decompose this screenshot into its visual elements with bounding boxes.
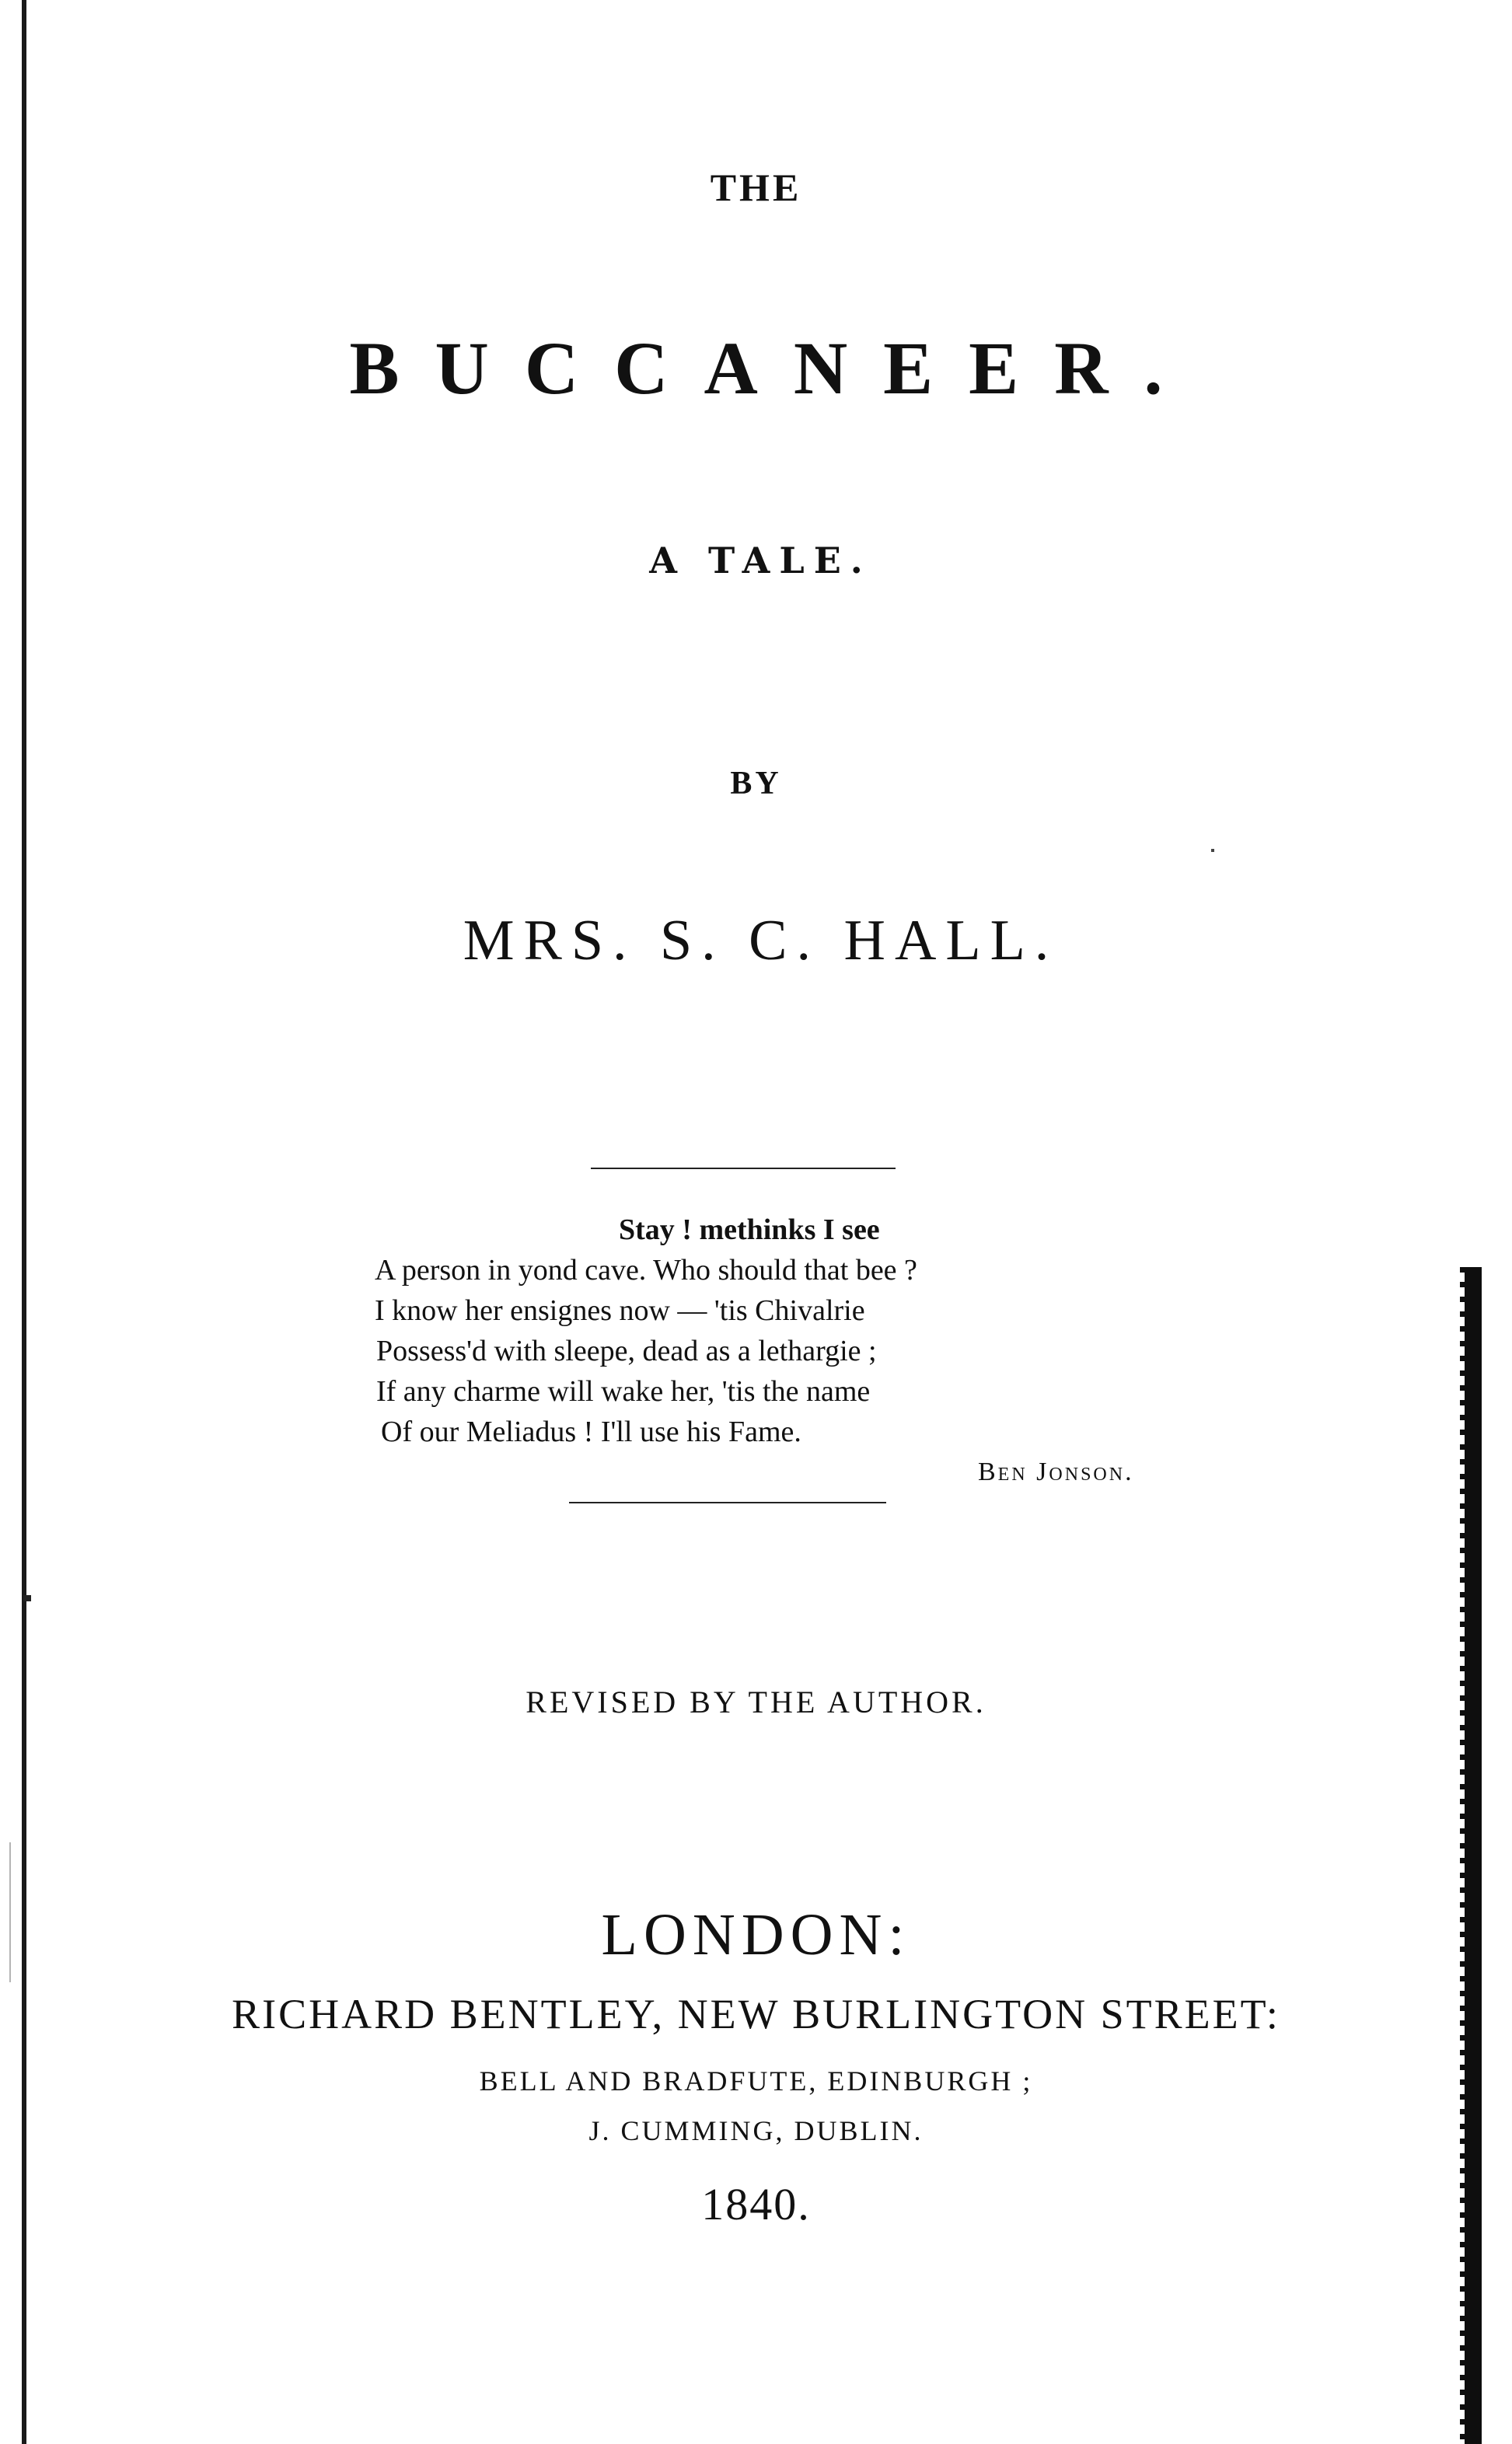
epigraph-top-rule [591, 1168, 896, 1169]
epigraph-line: If any charme will wake her, 'tis the name [376, 1375, 871, 1408]
epigraph-line: Of our Meliadus ! I'll use his Fame. [381, 1416, 801, 1448]
by-label: BY [730, 766, 782, 801]
page-right-edge [1465, 1267, 1482, 2444]
book-subtitle: A TALE. [649, 539, 872, 581]
author-name: MRS. S. C. HALL. [463, 909, 1059, 972]
imprint-city: LONDON: [601, 1902, 911, 1967]
revision-note: REVISED BY THE AUTHOR. [526, 1685, 986, 1720]
imprint-edinburgh: BELL AND BRADFUTE, EDINBURGH ; [479, 2065, 1033, 2097]
epigraph-bottom-rule [569, 1502, 886, 1503]
imprint-year: 1840. [701, 2179, 811, 2229]
epigraph-line: I know her ensignes now — 'tis Chivalrie [375, 1294, 865, 1327]
imprint-publisher: RICHARD BENTLEY, NEW BURLINGTON STREET: [232, 1991, 1280, 2037]
page-right-edge-fray [1460, 1267, 1466, 2444]
epigraph-line: Stay ! methinks I see [619, 1213, 880, 1246]
title-article: THE [710, 166, 802, 209]
book-title: BUCCANEER. [349, 326, 1199, 410]
epigraph-attribution: Ben Jonson. [978, 1458, 1134, 1486]
imprint-dublin: J. CUMMING, DUBLIN. [588, 2115, 924, 2146]
scan-mark [23, 1595, 31, 1601]
epigraph-line: A person in yond cave. Who should that bee ? [375, 1254, 917, 1287]
scan-speck [1211, 849, 1214, 852]
epigraph-line: Possess'd with sleepe, dead as a lethargie ; [376, 1335, 877, 1367]
